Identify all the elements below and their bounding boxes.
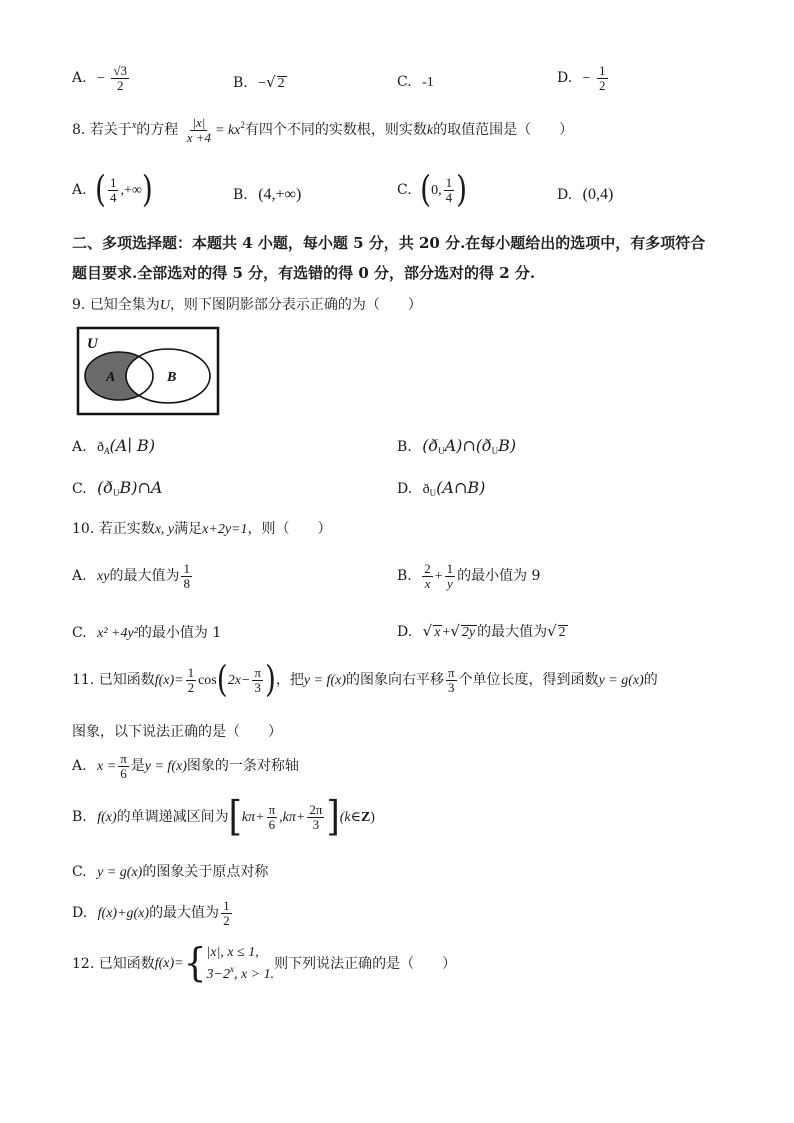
q11-option-c: C. y = g(x)的图象关于原点对称 [72,864,269,880]
fraction: $\frac{√3}{2}$ [113,63,128,93]
q10-option-d: D. √ x +√ 2y 的最大值为√ 2 [397,622,566,640]
q9-option-c: C. $(ð_UB)\cap A$ [72,478,163,498]
q9-option-b: B. $(ð_UA)\cap(ð_UB)$ [397,436,517,456]
q8-option-c: C. (0, $\frac{1}{4}$ ) [397,168,467,211]
q7-option-a: A. − $\frac{√3}{2}$ [72,63,128,93]
q9-option-a: A. $ð_A(A∣$ B) [72,436,156,456]
fraction: $\frac{1}{4}$ [445,175,453,205]
q11-option-b: B. f(x)的单调递减区间为[kπ+ $\frac{\pi}{6}$ ,kπ+ $\frac{2\pi}{3}$ ](k∈Z) [72,793,375,841]
q10-option-b: B. $\frac{2}{x}$ + $\frac{1}{y}$ 的最小值为 9 [397,561,541,591]
q9-option-d: D. $ð_U(A\cap B)$ [397,478,486,498]
q12-stem: 12. 已知函数f(x)={ |x|, x ≤ 1, $3-2^x$, x > 1. 则下列说法正确的是（ ） [72,941,457,987]
q7-option-d: D. − $\frac{1}{2}$ [557,63,606,93]
fraction: $\frac{\pi}{6}$ [120,751,127,781]
q11-option-a: A. x = $\frac{\pi}{6}$ 是y = f(x)图象的一条对称轴 [72,751,299,781]
q10-option-a: A. xy的最大值为 $\frac{1}{8}$ [72,561,190,591]
q10-option-c: C. x² +4y²的最小值为 1 [72,625,222,641]
q7-option-c: C. -1 [397,74,434,90]
q11-stem-line2: 图象，以下说法正确的是（ ） [72,724,282,740]
fraction: $\frac{1}{y}$ [446,561,454,591]
q7-option-b: B. −√ 2 [233,73,285,91]
q8-option-a: A. ( $\frac{1}{4}$ ,+∞) [72,168,153,211]
q10-stem: 10. 若正实数x, y满足x+2y=1，则（ ） [72,521,332,537]
fraction: $\frac{\pi}{3}$ [254,665,261,695]
fraction: $\frac{\pi}{6}$ [268,801,276,832]
fraction: $\frac{2}{x}$ [424,561,431,591]
q11-option-d: D. f(x)+g(x)的最大值为 $\frac{1}{2}$ [72,898,230,928]
fraction: $\frac{1}{4}$ [109,175,117,205]
q9-stem: 9. 已知全集为U，则下图阴影部分表示正确的为（ ） [72,297,422,313]
fraction: $\frac{1}{8}$ [183,561,190,591]
section-heading-line1: 二、多项选择题：本题共 4 小题，每小题 5 分，共 20 分.在每小题给出的选项中，有多项符合 [72,234,706,252]
venn-label-a: A [106,370,116,385]
q8-stem: 8. 若关于$^x$的方程 $\frac{|x|}{x +4}$ = $kx^2$有四个不同的实数根，则实数k的取值范围是（ ） [72,115,574,145]
piecewise-cases: |x|, x ≤ 1, $3-2^x$, x > 1. [206,945,275,982]
fraction: $\frac{1}{2}$ [223,898,230,928]
venn-label-b: B [167,370,177,385]
venn-label-u: U [87,336,98,352]
fraction: $\frac{\pi}{3}$ [447,665,455,695]
q8-option-d: D. (0,4) [557,186,614,203]
q8-option-b: B. (4,+∞) [233,186,302,203]
fraction: $\frac{1}{2}$ [187,665,195,695]
fraction: $\frac{1}{2}$ [599,63,606,93]
fraction: $\frac{|x|}{x +4}$ [186,115,212,145]
fraction: $\frac{2\pi}{3}$ [309,801,323,832]
section-heading-line2: 题目要求.全部选对的得 5 分，有选错的得 0 分，部分选对的得 2 分. [72,264,536,282]
q11-stem: 11. 已知函数f(x)= $\frac{1}{2}$ cos(2x− $\frac{\pi}{3}$ )，把y = f(x)的图象向右平移 $\frac{\pi}{3}$ 个单位长度，得到函数y = g(x)的 [72,658,658,701]
venn-diagram [76,326,222,418]
